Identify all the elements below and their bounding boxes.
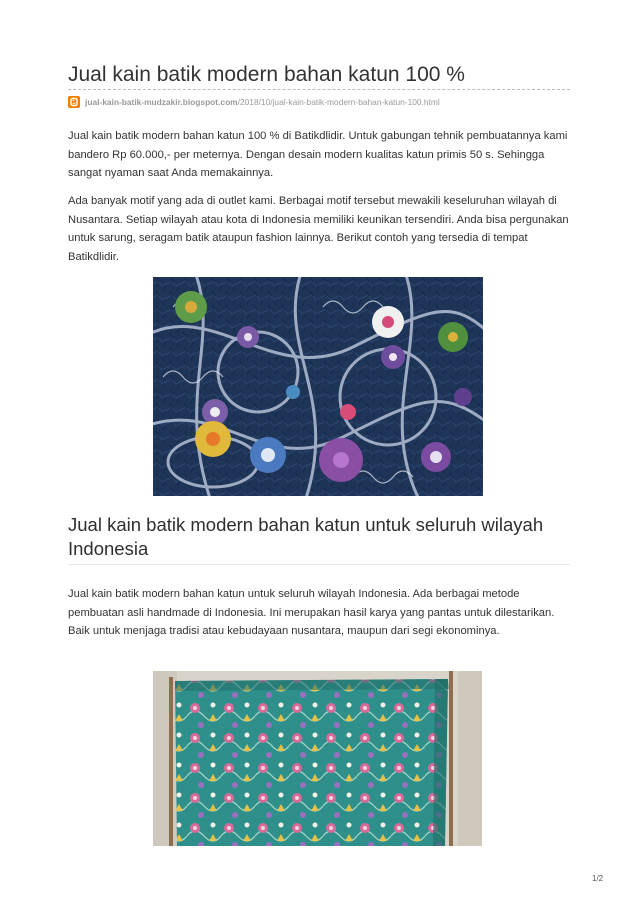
blogger-icon — [68, 96, 80, 108]
title-divider — [68, 89, 570, 90]
batik-navy-floral-photo — [153, 277, 483, 496]
section-divider — [68, 564, 570, 565]
batik-teal-floral-hanging-photo — [153, 671, 482, 846]
section-heading: Jual kain batik modern bahan katun untuk seluruh wilayah Indonesia — [68, 514, 544, 559]
paragraph-wilayah: Jual kain batik modern bahan katun untuk seluruh wilayah Indonesia. Ada berbagai metode pembuatan asli handmade di Indonesia. Ini merupakan hasil karya yang pantas untuk dilestarikan. Baik untuk menjaga tradisi atau kebudayaan nusantara, maupun dari segi ekonominya. — [68, 588, 555, 638]
article-title: Jual kain batik modern bahan katun 100 % — [68, 63, 465, 86]
paragraph-intro: Jual kain batik modern bahan katun 100 % di Batikdlidir. Untuk gabungan tehnik pembuatannya kami bandero Rp 60.000,- per meternya. Dengan desain modern kualitas katun primis 50 s. Sehingga sangat nyaman saat Anda memakainnya. — [68, 130, 568, 180]
source-path[interactable]: /2018/10/jual-kain-batik-modern-bahan-katun-100.html — [237, 97, 440, 107]
paragraph-motifs: Ada banyak motif yang ada di outlet kami. Berbagai motif tersebut mewakili keseluruhan wilayah di Nusantara. Setiap wilayah atau kota di Indonesia memiliki keunikan tersendiri. Anda bisa pergunakan untuk sarung, seragam batik ataupun fashion lainnya. Berikut contoh yang tersedia di tempat Batikdlidir. — [68, 195, 569, 263]
source-link[interactable] — [68, 95, 440, 109]
page-number: 1/2 — [592, 874, 604, 883]
source-domain[interactable]: jual-kain-batik-mudzakir.blogspot.com — [85, 97, 238, 107]
